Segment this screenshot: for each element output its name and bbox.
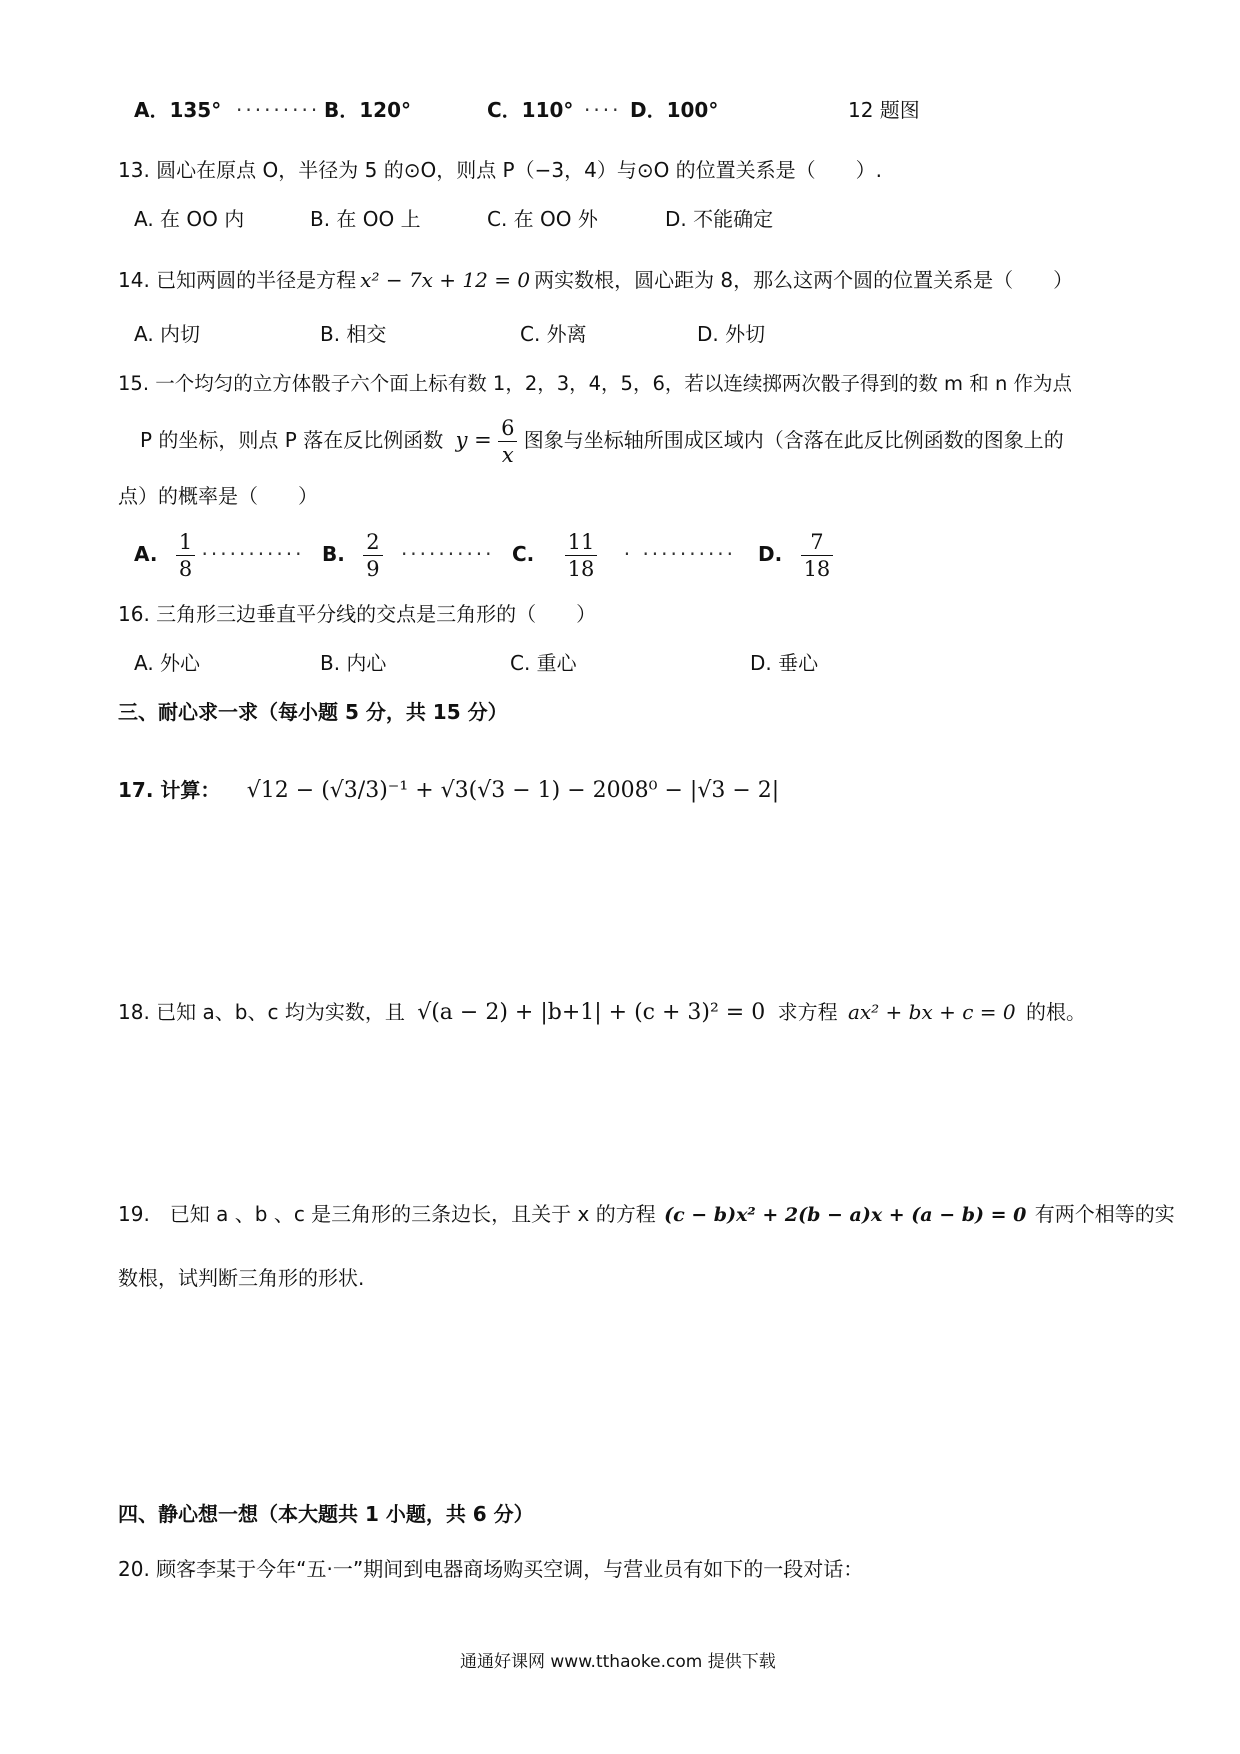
q17-line (118, 770, 779, 811)
q19-line1 (118, 1200, 1175, 1229)
q19-suffix: 有两个相等的实 (1034, 1202, 1175, 1226)
q19-line2: 数根，试判断三角形的形状. (118, 1266, 365, 1290)
section3-title: 三、耐心求一求（每小题 5 分，共 15 分） (118, 700, 508, 724)
q12-option-a: A．135° (134, 98, 222, 122)
q12-option-b: B．120° (324, 98, 411, 122)
section4-title: 四、静心想一想（本大题共 1 小题，共 6 分） (118, 1502, 534, 1526)
q15-option-c-numerator: 11 (565, 529, 598, 556)
q15-option-a-label: A. (134, 542, 158, 566)
q18-prefix: 18. 已知 a、b、c 均为实数，且 (118, 1000, 405, 1024)
q19-prefix: 19. 已知 a 、b 、c 是三角形的三条边长，且关于 x 的方程 (118, 1202, 656, 1226)
q14-text (118, 266, 1073, 294)
q15-line1: 15. 一个均匀的立方体骰子六个面上标有数 1，2，3，4，5，6，若以连续掷两次骰子得到的数 m 和 n 作为点 (118, 372, 1072, 395)
q15-option-d-label: D. (758, 542, 783, 566)
q17-expression: √12 − (√3/3)⁻¹ + √3(√3 − 1) − 2008⁰ − |√3 − 2| (246, 778, 780, 803)
q15-option-a-fraction (176, 529, 195, 582)
q15-function-fraction (498, 415, 517, 468)
q16-option-b: B. 内心 (320, 651, 387, 675)
q14-equation: x² − 7x + 12 = 0 (360, 268, 531, 292)
q15-option-d-denominator: 18 (803, 557, 831, 581)
leader-dots: ········· (236, 98, 321, 122)
q14-prefix: 14. 已知两圆的半径是方程 (118, 268, 357, 292)
q13-option-b: B. 在 OO 上 (310, 207, 421, 231)
q15-option-d-fraction (801, 529, 834, 582)
q12-option-c: C．110° (487, 98, 574, 122)
q20-text: 20. 顾客李某于今年“五·一”期间到电器商场购买空调，与营业员有如下的一段对话： (118, 1557, 864, 1581)
q14-suffix: 两实数根，圆心距为 8，那么这两个圆的位置关系是（ ） (534, 268, 1074, 292)
q15-option-b-denominator: 9 (366, 557, 380, 581)
q15-option-d (758, 526, 833, 582)
q15-option-a (134, 526, 304, 582)
q15-option-b (322, 526, 495, 582)
q15-function-denominator: x (501, 443, 514, 467)
leader-dots: ·········· (400, 542, 495, 566)
leader-dots: · ·········· (623, 542, 737, 566)
q18-line (118, 998, 1086, 1027)
q12-figure-label: 12 题图 (848, 98, 920, 122)
footer-text: 通通好课网 www.tthaoke.com 提供下载 (460, 1652, 776, 1672)
q17-label: 17. 计算： (118, 778, 221, 802)
q12-option-d: D．100° (630, 98, 719, 122)
q13-option-d: D. 不能确定 (665, 207, 774, 231)
q15-option-c-label: C. (512, 542, 535, 566)
q15-function-lhs: y = (455, 428, 492, 452)
q15-option-b-label: B. (322, 542, 345, 566)
q14-option-c: C. 外离 (520, 322, 587, 346)
q14-option-a: A. 内切 (134, 322, 201, 346)
q14-option-d: D. 外切 (697, 322, 766, 346)
q18-condition: √(a − 2) + |b+1| + (c + 3)² = 0 (417, 1000, 766, 1025)
q15-option-c-denominator: 18 (567, 557, 595, 581)
q15-option-c-fraction (565, 529, 598, 582)
q18-suffix: 求方程 (777, 1000, 838, 1024)
q18-end: 的根。 (1025, 1000, 1086, 1024)
q15-line2 (140, 412, 1064, 468)
q16-text: 16. 三角形三边垂直平分线的交点是三角形的（ ） (118, 602, 597, 626)
q16-option-a: A. 外心 (134, 651, 201, 675)
q15-option-b-numerator: 2 (363, 529, 382, 556)
q15-option-c (512, 526, 736, 582)
q15-option-a-denominator: 8 (178, 557, 193, 581)
q15-line2-prefix: P 的坐标，则点 P 落在反比例函数 (140, 428, 444, 452)
q15-option-b-fraction (363, 529, 382, 582)
q13-option-a: A. 在 OO 内 (134, 207, 245, 231)
q14-option-b: B. 相交 (320, 322, 387, 346)
q13-option-c: C. 在 OO 外 (487, 207, 598, 231)
q18-equation: ax² + bx + c = 0 (847, 1000, 1016, 1024)
q15-line3: 点）的概率是（ ） (118, 484, 318, 508)
leader-dots: ··········· (201, 542, 305, 566)
q15-function-numerator: 6 (498, 415, 517, 442)
q15-option-d-numerator: 7 (801, 529, 834, 556)
q16-option-c: C. 重心 (510, 651, 577, 675)
q15-option-a-numerator: 1 (176, 529, 195, 556)
leader-dots: ···· (584, 98, 622, 122)
q15-line2-suffix: 图象与坐标轴所围成区域内（含落在此反比例函数的图象上的 (523, 428, 1064, 452)
q19-equation: (c − b)x² + 2(b − a)x + (a − b) = 0 (664, 1204, 1027, 1226)
q13-text: 13. 圆心在原点 O，半径为 5 的⊙O，则点 P（−3，4）与⊙O 的位置关系是（ ）. (118, 158, 883, 182)
q16-option-d: D. 垂心 (750, 651, 819, 675)
